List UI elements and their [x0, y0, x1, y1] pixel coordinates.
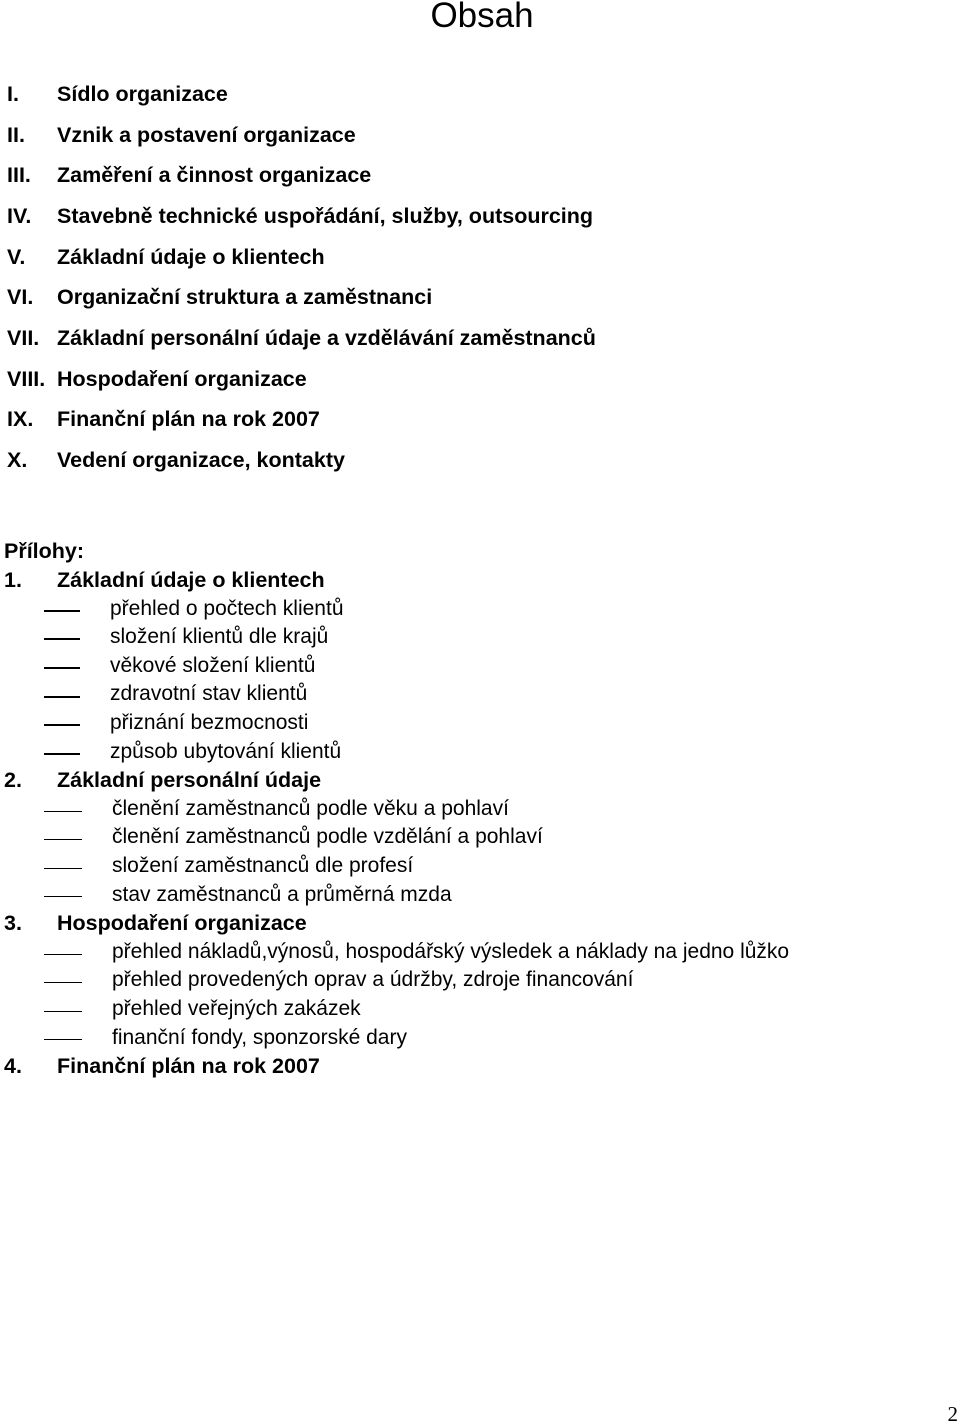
toc-item [7, 115, 596, 156]
toc-item-number: IV. [7, 203, 32, 228]
list-item-label: stav zaměstnanců a průměrná mzda [112, 882, 452, 906]
toc-item [7, 74, 596, 115]
dash-bullet-icon [44, 839, 82, 840]
dash-bullet-icon [44, 610, 80, 612]
dash-bullet-icon [44, 896, 82, 897]
attachment-section-number: 3. [4, 911, 22, 936]
dash-bullet-icon [44, 811, 82, 812]
list-item-label: způsob ubytování klientů [110, 739, 342, 763]
dash-bullet-icon [44, 954, 82, 955]
list-item-label: přehled provedených oprav a údržby, zdroje financování [112, 968, 634, 992]
attachment-section-label: Základní personální údaje [57, 768, 322, 793]
dash-bullet-icon [44, 868, 82, 869]
toc-item-number: VIII. [7, 366, 46, 391]
attachment-section-number: 1. [4, 568, 22, 592]
toc-item-number: IX. [7, 407, 34, 432]
attachment-section-label: Hospodaření organizace [57, 911, 307, 936]
toc-item-number: I. [7, 81, 19, 106]
dash-bullet-icon [44, 982, 82, 983]
toc-item-number: VII. [7, 325, 40, 350]
toc-item-number: V. [7, 244, 26, 269]
attachment-section-label: Finanční plán na rok 2007 [57, 1054, 320, 1079]
attachment-section-number: 4. [4, 1054, 22, 1079]
list-item-label: členění zaměstnanců podle věku a pohlaví [112, 796, 509, 820]
list-item-label: finanční fondy, sponzorské dary [112, 1025, 407, 1049]
attachment-sub-list [4, 938, 789, 1052]
list-item-label: členění zaměstnanců podle vzdělání a pohlaví [112, 825, 543, 849]
list-item-label: zdravotní stav klientů [110, 682, 308, 706]
toc-item-number: VI. [7, 285, 34, 310]
attachment-section-number: 2. [4, 768, 22, 793]
dash-bullet-icon [44, 753, 80, 755]
dash-bullet-icon [44, 724, 80, 726]
list-item [4, 966, 789, 995]
list-item [4, 709, 789, 738]
list-item [4, 823, 789, 852]
toc-item-label: Finanční plán na rok 2007 [57, 407, 320, 432]
list-item-label: přiznání bezmocnosti [110, 710, 309, 734]
toc-item [7, 440, 596, 481]
toc-item [7, 400, 596, 441]
toc-item-label: Základní personální údaje a vzdělávání zaměstnanců [57, 325, 596, 350]
attachment-sub-list [4, 595, 789, 767]
dash-bullet-icon [44, 696, 80, 698]
dash-bullet-icon [44, 1039, 82, 1040]
list-item [4, 852, 789, 881]
page-number: 2 [947, 1402, 958, 1426]
toc-item-label: Základní údaje o klientech [57, 244, 325, 269]
list-item-label: přehled nákladů,výnosů, hospodářský výsledek a náklady na jedno lůžko [112, 939, 790, 963]
toc-item-label: Zaměření a činnost organizace [57, 163, 372, 188]
toc-item [7, 155, 596, 196]
attachment-section-heading [4, 566, 789, 595]
list-item-label: přehled o počtech klientů [110, 596, 344, 620]
toc-item [7, 237, 596, 278]
list-item [4, 680, 789, 709]
attachment-section [4, 1052, 789, 1081]
list-item [4, 623, 789, 652]
toc-item [7, 196, 596, 237]
toc-item-label: Vedení organizace, kontakty [57, 448, 345, 473]
list-item [4, 995, 789, 1024]
attachment-section-heading [4, 909, 789, 938]
list-item [4, 738, 789, 767]
toc-item-label: Hospodaření organizace [57, 366, 307, 391]
attachment-sub-list [4, 795, 789, 909]
attachment-section [4, 566, 789, 766]
attachment-section [4, 766, 789, 909]
page-title: Obsah [430, 0, 534, 35]
list-item [4, 881, 789, 910]
list-item [4, 938, 789, 967]
toc-item-label: Organizační struktura a zaměstnanci [57, 285, 433, 310]
list-item [4, 795, 789, 824]
list-item-label: věkové složení klientů [110, 653, 316, 677]
toc-item-number: II. [7, 122, 25, 147]
dash-bullet-icon [44, 638, 80, 640]
toc-item-number: X. [7, 448, 28, 473]
list-item-label: přehled veřejných zakázek [112, 996, 361, 1020]
table-of-contents [7, 74, 596, 481]
attachment-section-heading [4, 1052, 789, 1081]
list-item [4, 595, 789, 624]
dash-bullet-icon [44, 667, 80, 669]
attachment-section-heading [4, 766, 789, 795]
attachment-section [4, 909, 789, 1052]
toc-item-label: Vznik a postavení organizace [57, 122, 356, 147]
toc-item-label: Stavebně technické uspořádání, služby, outsourcing [57, 203, 594, 228]
toc-item [7, 359, 596, 400]
attachments-heading: Přílohy: [4, 539, 85, 563]
toc-item [7, 277, 596, 318]
list-item-label: složení klientů dle krajů [110, 625, 329, 649]
attachment-section-label: Základní údaje o klientech [57, 568, 325, 592]
list-item [4, 652, 789, 681]
list-item [4, 1024, 789, 1053]
toc-item-label: Sídlo organizace [57, 81, 228, 106]
toc-item-number: III. [7, 163, 31, 188]
list-item-label: složení zaměstnanců dle profesí [112, 853, 414, 877]
toc-item [7, 318, 596, 359]
dash-bullet-icon [44, 1011, 82, 1012]
attachments [4, 536, 789, 1081]
